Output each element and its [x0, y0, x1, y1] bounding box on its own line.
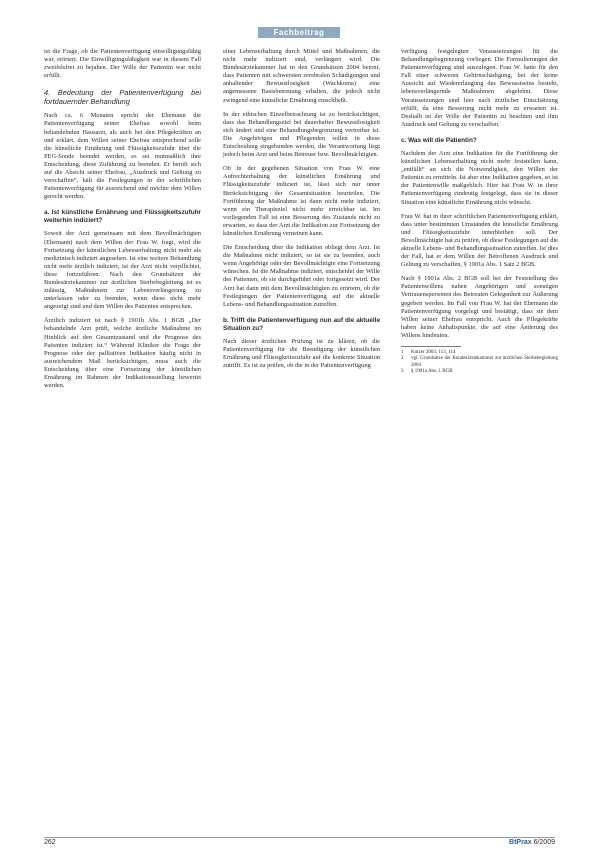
paragraph: Nach § 1901a Abs. 2 BGB soll bei der Feststellung des Patientenwillens nahen Angehörigen und sonstigen Vertrauenspersonen des Betreuten Gelegenheit zur Äußerung gegeben werden. Im Fall von Frau W. hat der Ehemann die Patientenverfügung vorgelegt und bestätigt, dass sie dem Willen seiner Ehefrau entspricht. Auch die Pflegekräfte haben keine Anhaltspunkte, die auf eine Änderung des Willens hindeuten. [401, 275, 558, 339]
paragraph: Soweit der Arzt gemeinsam mit dem Bevollmächtigten (Ehemann) nach dem Willen der Frau W. fragt, wird die Fortsetzung der künstlichen Lebenserhaltung nicht mehr als medizinisch indiziert angesehen. Ist eine weitere Behandlung nicht mehr ärztlich indiziert, ist der Arzt nicht verpflichtet, diese fortzuführen. Nach den Grundsätzen der Bundesärztekammer zur ärztlichen Sterbebegleitung ist es zulässig, Maßnahmen zur Lebensverlängerung zu unterlassen oder zu beenden, wenn diese nicht mehr angezeigt sind und dem Willen des Patienten entsprechen. [44, 230, 201, 311]
footnote-number: 2 [401, 356, 404, 362]
paragraph: Nachdem der Arzt eine Indikation für die Fortführung der künstlichen Lebenserhaltung nicht mehr feststellen kann, „entfällt“ an sich die Notwendigkeit, den Willen der Patientin zu ermitteln. Ist aber eine Indikation gegeben, so ist der Patientenwille maßgeblich. Hier hat Frau W. in ihrer Patientenverfügung eindeutig festgelegt, dass sie in dieser Situation eine künstliche Ernährung nicht wünscht. [401, 149, 558, 206]
footnote-number: 3 [401, 369, 404, 375]
paragraph: einer Lebenserhaltung durch Mittel und Maßnahmen, die nicht mehr indiziert sind, verlängert wird. Die Bundesärztekammer hat in den Grundsätzen 2004 betont, dass Patienten mit schwersten zerebralen Schädigungen und anhaltender Bewusstlosigkeit (Wachkoma) eine angemessene Basisbetreuung erhalten, die jedoch nicht zwingend eine künstliche Ernährung einschließt. [223, 48, 380, 104]
column-middle [223, 48, 380, 376]
section-heading: 4. Bedeutung der Patientenverfügung bei fortdauernder Behandlung [44, 88, 201, 107]
paragraph: Ärztlich indiziert ist nach § 1901b Abs. 1 BGB „Der behandelnde Arzt prüft, welche ärztliche Maßnahme im Hinblick auf den Gesamtzustand und die Prognose des Patienten indiziert ist.“ Während Kliniker die Frage der Prognose oder der palliativen Indikation häufig nicht in ausreichendem Maß berücksichtigen, muss auch die Entscheidung über eine Fortsetzung der künstlichen Ernährung im Rahmen der Indikationsstellung bewertet werden. [44, 317, 201, 390]
paragraph: ist die Frage, ob die Patientenverfügung einwilligungsfähig war, erörtert. Die Einwilligungsfähigkeit war in diesem Fall zweifelsfrei zu bejahen. Der Wille der Patientin war nicht erfüllt. [44, 48, 201, 80]
subsection-heading: b. Trifft die Patientenverfügung nun auf die aktuelle Situation zu? [223, 316, 380, 332]
footnote [401, 369, 558, 375]
paragraph: Die Entscheidung über die Indikation obliegt dem Arzt. Ist die Maßnahme nicht indiziert, so ist sie zu beenden, auch wenn Angehörige oder der Bevollmächtigte eine Fortsetzung wünschen. Ist die Maßnahme indiziert, entscheidet der Wille des Patienten, ob sie durchgeführt oder fortgesetzt wird. Der Arzt hat dann mit dem Bevollmächtigten zu erörtern, ob die Festlegungen der Patientenverfügung auf die aktuelle Lebens- und Behandlungssituation zutreffen. [223, 244, 380, 308]
subsection-heading: c. Was will die Patientin? [401, 136, 477, 144]
paragraph: Nach dieser ärztlichen Prüfung ist zu klären, ob die Patientenverfügung für die Beendigung der künstlichen Ernährung und Flüssigkeitszufuhr auf die konkrete Situation zutrifft. Es ist zu prüfen, ob die in der Patientenverfügung [223, 337, 380, 370]
footnote-text: § 1901a Abs. 1 BGB [411, 369, 453, 375]
subsection-heading: a. Ist künstliche Ernährung und Flüssigkeitszufuhr weiterhin indiziert? [44, 209, 201, 225]
journal-brand: BtPrax [509, 839, 532, 846]
footnote-number: 1 [401, 350, 404, 355]
page-number: 262 [44, 839, 56, 846]
footnote-text: Kutzer 2003, 113, 114 [411, 350, 456, 355]
paragraph: Frau W. hat in ihrer schriftlichen Patientenverfügung erklärt, dass unter bestimmten Umständen die künstliche Ernährung und Flüssigkeitszufuhr unterbleiben soll. Der Bevollmächtigte hat zu prüfen, ob diese Festlegungen auf die aktuelle Lebens- und Behandlungssituation zutreffen. Ist dies der Fall, hat er dem Willen der Betroffenen Ausdruck und Geltung zu verschaffen, § 1901a Abs. 1 Satz 2 BGB. [401, 212, 558, 269]
journal-issue: 6/2009 [533, 839, 555, 846]
section-header-band: Fachbeitrag [258, 27, 340, 38]
footnote [401, 356, 558, 369]
journal-reference [509, 839, 555, 846]
column-right [401, 48, 558, 376]
footer-divider [44, 837, 555, 838]
footnote-divider [401, 346, 461, 347]
paragraph: In der ethischen Einzelbetrachtung ist zu berücksichtigen, dass das Behandlungsziel bei dauerhafter Bewusstlosigkeit sich ändert und eine Behandlungsbegrenzung vertretbar ist. Die Angehörigen und Pflegenden sollen in diese Entscheidung eingebunden werden, die Verantwortung liegt jedoch beim Arzt und beim Betreuer bzw. Bevollmächtigten. [223, 110, 380, 159]
paragraph: verfügung festgelegten Voraussetzungen für die Behandlungsbegrenzung vorliegen. Die Formulierungen der Patientenverfügung sind auszulegen. Frau W. hatte für den Fall einer schweren Gehirnschädigung, bei der keine Aussicht auf Wiedererlangung des Bewusstseins besteht, lebensverlängernde Maßnahmen abgelehnt. Diese Voraussetzungen sind hier nach ärztlicher Einschätzung erfüllt, da eine Besserung nicht mehr zu erwarten ist. Deshalb ist der Wille der Patientin zu beachten und ihm Ausdruck und Geltung zu verschaffen. [401, 48, 558, 128]
paragraph: Nach ca. 6 Monaten spricht der Ehemann die Patientenverfügung seiner Ehefrau sowohl beim behandelnden Hausarzt, als auch bei den Pflegekräften an und erklärt, dem Willen seiner Ehefrau entsprechend solle die künstliche Ernährung und Flüssigkeitszufuhr über die PEG-Sonde beendet werden, es sei mutmaßlich ihre Entscheidung, diese Zuführung zu beenden. Er beruft sich auf die Absicht seiner Ehefrau, „Ausdruck und Geltung zu verschaffen“, hält die Festlegungen in der schriftlichen Patientenverfügung für ausreichend und möchte dem Willen gerecht werden. [44, 112, 201, 201]
paragraph: Ob in der gegebenen Situation von Frau W. eine Aufrechterhaltung der künstlichen Ernährung und Flüssigkeitszufuhr indiziert ist, lässt sich nur unter Berücksichtigung der Gesamtsituation beurteilen. Die Fortführung der Maßnahme ist dann nicht mehr indiziert, wenn ein Therapieziel nicht mehr erreichbar ist. Im vorliegenden Fall ist eine Besserung des Zustands nicht zu erwarten, so dass der Arzt die Indikation zur Fortsetzung der künstlichen Ernährung verneinen kann. [223, 165, 380, 237]
column-left [44, 48, 201, 396]
footnote-text: vgl. Grundsätze der Bundesärztekammer zur ärztlichen Sterbebegleitung 2004 [411, 356, 558, 368]
